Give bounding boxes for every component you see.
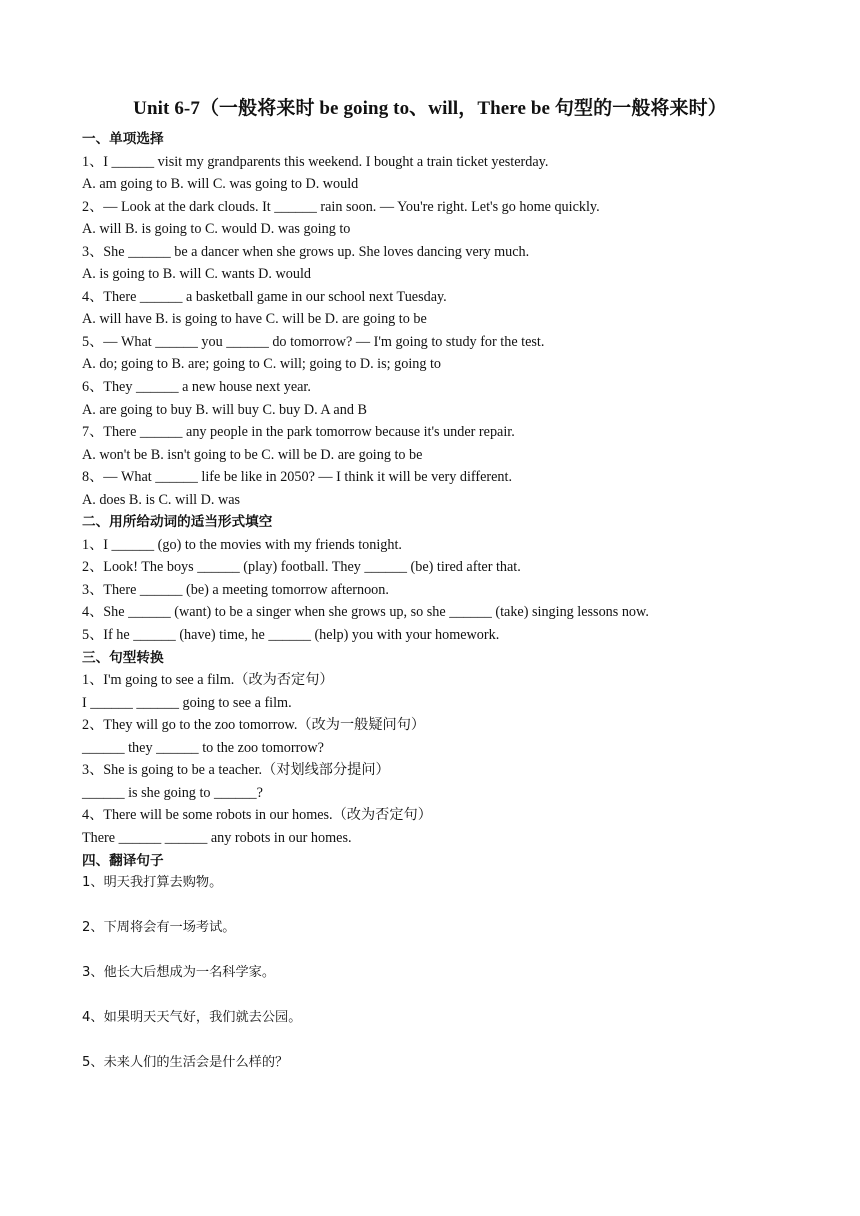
question-text: 7、There ______ any people in the park tomorrow because it's under repair. xyxy=(82,424,515,441)
section-heading-multiple-choice: 一、单项选择 xyxy=(82,131,164,147)
answer-space xyxy=(82,895,782,918)
answer-options: A. am going to B. will C. was going to D. would xyxy=(82,176,359,193)
translation-item: 2、下周将会有一场考试。 xyxy=(82,920,236,936)
answer-space xyxy=(82,1030,782,1053)
answer-options: A. will B. is going to C. would D. was going to xyxy=(82,221,351,238)
fill-in-item: 5、If he ______ (have) time, he ______ (help) you with your homework. xyxy=(82,627,500,644)
question-text: 1、I ______ visit my grandparents this weekend. I bought a train ticket yesterday. xyxy=(82,153,549,170)
question-text: 5、— What ______ you ______ do tomorrow? — I'm going to study for the test. xyxy=(82,333,545,350)
fill-in-item: 1、I ______ (go) to the movies with my friends tonight. xyxy=(82,536,402,553)
translation-item: 1、明天我打算去购物。 xyxy=(82,875,223,891)
fill-in-item: 2、Look! The boys ______ (play) football. They ______ (be) tired after that. xyxy=(82,559,521,576)
section-heading-verb-forms: 二、用所给动词的适当形式填空 xyxy=(82,514,273,531)
transformation-question: 1、I'm going to see a film.（改为否定句） xyxy=(82,672,334,689)
question-text: 8、— What ______ life be like in 2050? — I think it will be very different. xyxy=(82,469,512,486)
answer-options: A. does B. is C. will D. was xyxy=(82,491,241,508)
transformation-answer: I ______ ______ going to see a film. xyxy=(82,694,292,711)
translation-item: 4、如果明天天气好，我们就去公园。 xyxy=(82,1010,302,1026)
question-text: 4、There ______ a basketball game in our school next Tuesday. xyxy=(82,288,447,305)
question-text: 6、They ______ a new house next year. xyxy=(82,379,311,396)
fill-in-item: 3、There ______ (be) a meeting tomorrow afternoon. xyxy=(82,581,389,598)
section-heading-translation: 四、翻译句子 xyxy=(82,852,164,869)
fill-in-item: 4、She ______ (want) to be a singer when she grows up, so she ______ (take) singing lessons now. xyxy=(82,604,649,621)
answer-options: A. do; going to B. are; going to C. will; going to D. is; going to xyxy=(82,356,442,373)
transformation-question: 2、They will go to the zoo tomorrow.（改为一般疑问句） xyxy=(82,717,426,734)
transformation-answer: ______ they ______ to the zoo tomorrow? xyxy=(82,739,324,756)
answer-options: A. is going to B. will C. wants D. would xyxy=(82,266,311,283)
answer-options: A. won't be B. isn't going to be C. will be D. are going to be xyxy=(82,446,423,463)
question-text: 2、— Look at the dark clouds. It ______ rain soon. — You're right. Let's go home quickly. xyxy=(82,198,600,215)
question-text: 3、She ______ be a dancer when she grows up. She loves dancing very much. xyxy=(82,243,530,260)
transformation-question: 4、There will be some robots in our homes.（改为否定句） xyxy=(82,807,432,824)
transformation-question: 3、She is going to be a teacher.（对划线部分提问） xyxy=(82,762,390,779)
transformation-answer: ______ is she going to ______? xyxy=(82,784,263,801)
answer-space xyxy=(82,940,782,963)
page-title: Unit 6-7（一般将来时 be going to、will，There be 句型的一般将来时） xyxy=(133,98,727,119)
transformation-answer: There ______ ______ any robots in our homes. xyxy=(82,829,352,846)
answer-options: A. will have B. is going to have C. will be D. are going to be xyxy=(82,311,427,328)
translation-item: 3、他长大后想成为一名科学家。 xyxy=(82,965,276,981)
worksheet-content xyxy=(82,128,782,1075)
section-heading-sentence-transformation: 三、句型转换 xyxy=(82,649,164,666)
answer-options: A. are going to buy B. will buy C. buy D. A and B xyxy=(82,401,367,418)
translation-item: 5、未来人们的生活会是什么样的？ xyxy=(82,1055,289,1071)
answer-space xyxy=(82,985,782,1008)
